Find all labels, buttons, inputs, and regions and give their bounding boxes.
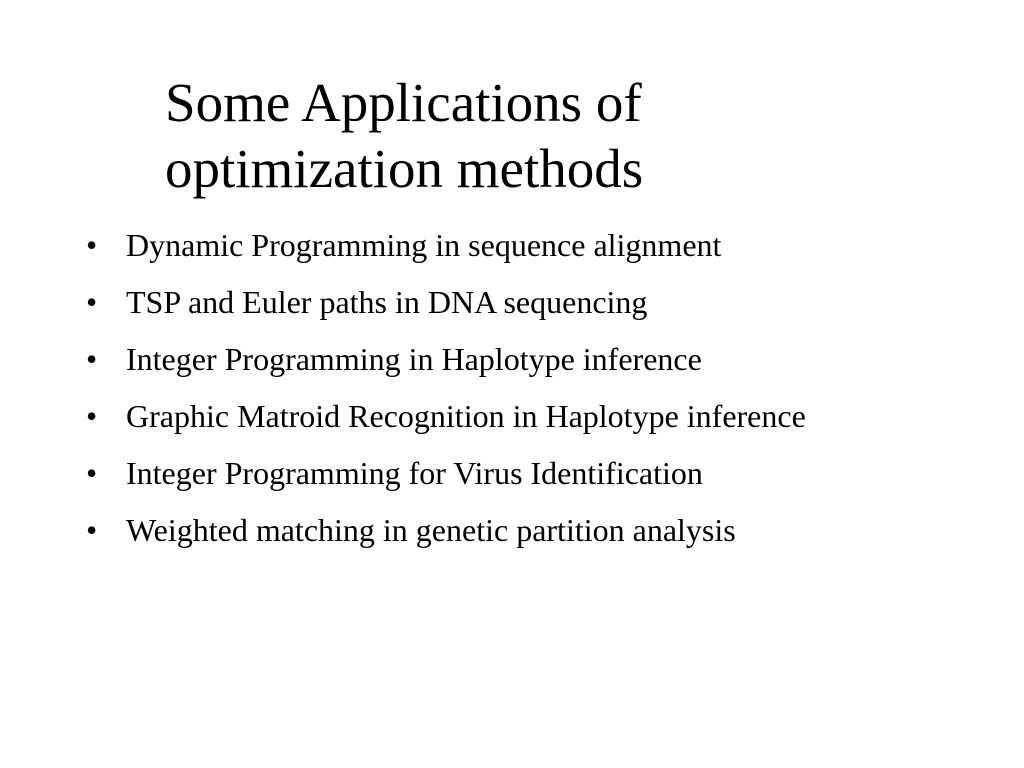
bullet-dot-icon: • xyxy=(86,227,98,263)
bullet-text: TSP and Euler paths in DNA sequencing xyxy=(126,284,648,320)
bullet-list xyxy=(86,222,946,564)
bullet-dot-icon: • xyxy=(86,398,98,434)
bullet-item xyxy=(86,393,946,439)
slide-title-line-2: optimization methods xyxy=(165,138,644,199)
slide-title xyxy=(165,70,945,202)
bullet-dot-icon: • xyxy=(86,284,98,320)
bullet-dot-icon: • xyxy=(86,341,98,377)
bullet-text: Weighted matching in genetic partition analysis xyxy=(126,512,736,548)
bullet-item xyxy=(86,279,946,325)
bullet-text: Integer Programming in Haplotype inference xyxy=(126,341,702,377)
bullet-item xyxy=(86,222,946,268)
bullet-item xyxy=(86,450,946,496)
bullet-dot-icon: • xyxy=(86,455,98,491)
bullet-item xyxy=(86,336,946,382)
bullet-text: Dynamic Programming in sequence alignment xyxy=(126,227,722,263)
slide-title-line-1: Some Applications of xyxy=(165,72,642,133)
bullet-text: Graphic Matroid Recognition in Haplotype inference xyxy=(126,398,806,434)
bullet-item xyxy=(86,507,946,553)
bullet-dot-icon: • xyxy=(86,512,98,548)
bullet-text: Integer Programming for Virus Identification xyxy=(126,455,703,491)
